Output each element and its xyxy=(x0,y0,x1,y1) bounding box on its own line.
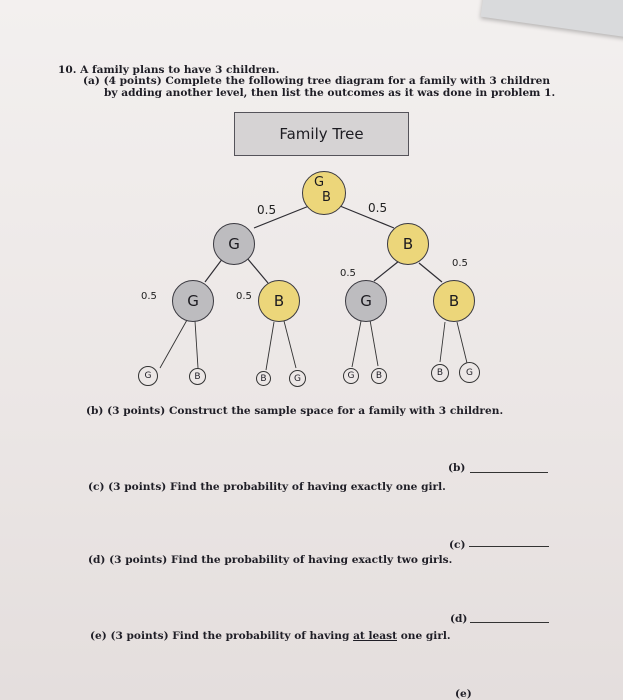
prob-level2-4: 0.5 xyxy=(452,258,468,269)
prob-level2-2: 0.5 xyxy=(236,291,252,302)
outcome-node-1: G xyxy=(138,366,158,386)
outcome-node-7: B xyxy=(431,364,449,382)
prob-level1-right: 0.5 xyxy=(368,201,388,215)
tree-node-level2-g2: G xyxy=(345,280,387,322)
tree-node-level1-b: B xyxy=(387,223,429,265)
part-b-answer-label: (b) xyxy=(448,462,466,474)
part-b-question: (b) (3 points) Construct the sample space for a family with 3 children. xyxy=(86,405,504,417)
part-e-at-least: at least xyxy=(353,630,397,642)
outcome-node-3: B xyxy=(256,371,271,386)
part-a-instructions-line2: by adding another level, then list the outcomes as it was done in problem 1. xyxy=(104,87,556,99)
prob-level2-1: 0.5 xyxy=(141,291,157,302)
outcome-node-5: G xyxy=(343,368,359,384)
part-c-answer-label: (c) xyxy=(449,539,466,551)
part-d-answer-label: (d) xyxy=(450,613,468,625)
part-d-question: (d) (3 points) Find the probability of having exactly two girls. xyxy=(88,554,453,566)
problem-heading: 10. A family plans to have 3 children. xyxy=(58,64,280,76)
part-d-answer-line[interactable] xyxy=(470,622,549,623)
prob-level1-left: 0.5 xyxy=(257,203,277,217)
prob-level2-3: 0.5 xyxy=(340,268,356,279)
outcome-node-8: G xyxy=(459,362,480,383)
tree-node-level2-b1: B xyxy=(258,280,300,322)
part-b-answer-line[interactable] xyxy=(470,472,548,473)
part-a-instructions-line1: (a) (4 points) Complete the following tree diagram for a family with 3 children xyxy=(83,75,551,87)
part-e-text-after: one girl. xyxy=(397,630,451,642)
outcome-node-6: B xyxy=(371,368,387,384)
outcome-node-4: G xyxy=(289,370,306,387)
outcome-node-2: B xyxy=(189,368,206,385)
part-c-question: (c) (3 points) Find the probability of having exactly one girl. xyxy=(88,481,446,493)
tree-node-level1-g: G xyxy=(213,223,255,265)
tree-node-level2-b2: B xyxy=(433,280,475,322)
part-c-answer-line[interactable] xyxy=(469,546,549,547)
part-e-text-before: (e) (3 points) Find the probability of having xyxy=(90,630,354,642)
root-label-g: G xyxy=(314,175,325,190)
part-e-answer-label: (e) xyxy=(455,688,472,700)
root-label-b: B xyxy=(322,190,331,205)
tree-root-node xyxy=(302,171,346,215)
tree-node-level2-g1: G xyxy=(172,280,214,322)
family-tree-title: Family Tree xyxy=(234,112,409,156)
part-e-question xyxy=(90,630,451,642)
